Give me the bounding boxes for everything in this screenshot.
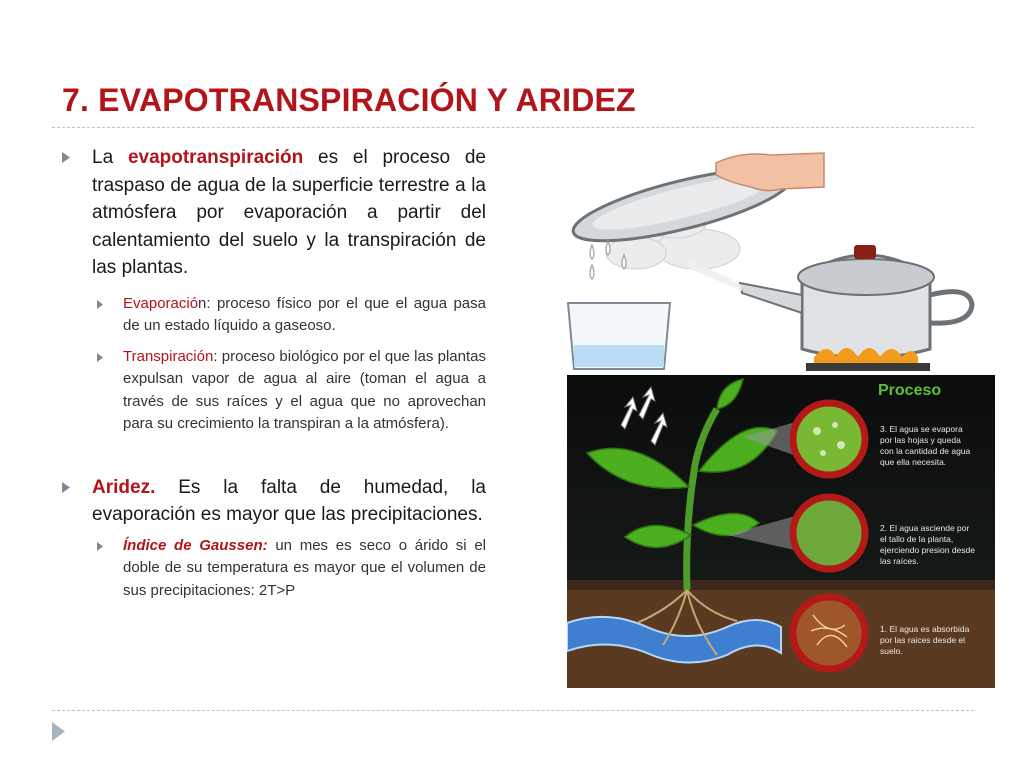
step2-line3: ejerciendo presion desde	[880, 545, 975, 555]
bullet-triangle-icon	[97, 300, 103, 309]
step2-line1: 2. El agua asciende por	[880, 523, 970, 533]
plant-process-figure	[567, 375, 995, 688]
step1-line1: 1. El agua es absorbida	[880, 624, 970, 634]
transpiracion-definition: : proceso biológico por el que las plantas expulsan vapor de agua al aire (toman el agua a través de sus raíces y el agua que no aprovechan para su crecimiento la transpiran a la atmósfera).	[123, 347, 486, 432]
boiling-pot-illustration	[566, 145, 986, 373]
aridez-definition: Es la falta de humedad, la evaporación es mayor que las precipitaciones.	[92, 476, 486, 525]
step2-line4: las raíces.	[880, 556, 919, 566]
subbullet-gaussen	[60, 535, 486, 603]
subbullet-evaporacion	[60, 293, 486, 338]
term-aridez: Aridez.	[92, 476, 156, 498]
term-evaporacion: Evaporació	[123, 294, 199, 312]
step3-line3: con la cantidad de agua	[880, 446, 971, 456]
term-indice-gaussen: Índice de Gaussen:	[123, 536, 268, 554]
bullet-triangle-icon	[62, 152, 70, 163]
bullet-triangle-icon	[62, 482, 70, 493]
subbullet-transpiracion	[60, 346, 486, 436]
slide-title: 7. EVAPOTRANSPIRACIÓN Y ARIDEZ	[62, 82, 636, 118]
bullet-evapotranspiracion	[60, 144, 486, 282]
bullet-triangle-icon	[97, 353, 103, 362]
step1-line2: por las raices desde el	[880, 635, 966, 645]
gaussen-definition: un mes es seco o árido si el doble de su temperatura es mayor que el volumen de sus precipitaciones: 2T>P	[123, 536, 487, 599]
evaporacion-definition: n: proceso físico por el que el agua pasa de un estado líquido a gaseoso.	[123, 294, 486, 334]
content-column	[60, 144, 486, 602]
bullet-text-post: es el proceso de traspaso de agua de la superficie terrestre a la atmósfera por evaporación a partir del calentamiento del suelo y la transpiración de las plantas.	[92, 147, 486, 278]
figure-heading: Proceso	[878, 382, 942, 399]
term-evapotranspiracion: evapotranspiración	[127, 147, 304, 168]
step1-line3: suelo.	[880, 646, 903, 656]
term-transpiracion: Transpiración	[123, 347, 214, 365]
bottom-divider	[52, 710, 974, 711]
top-divider	[52, 127, 974, 128]
step2-line2: el tallo de la planta,	[880, 534, 954, 544]
nav-triangle-icon[interactable]	[52, 722, 65, 741]
bullet-text-pre: La	[92, 147, 128, 168]
step3-line4: que ella necesita.	[880, 457, 947, 467]
bullet-aridez	[60, 474, 486, 529]
step3-line1: 3. El agua se evapora	[880, 424, 963, 434]
bullet-triangle-icon	[97, 542, 103, 551]
step3-line2: por las hojas y queda	[880, 435, 961, 445]
